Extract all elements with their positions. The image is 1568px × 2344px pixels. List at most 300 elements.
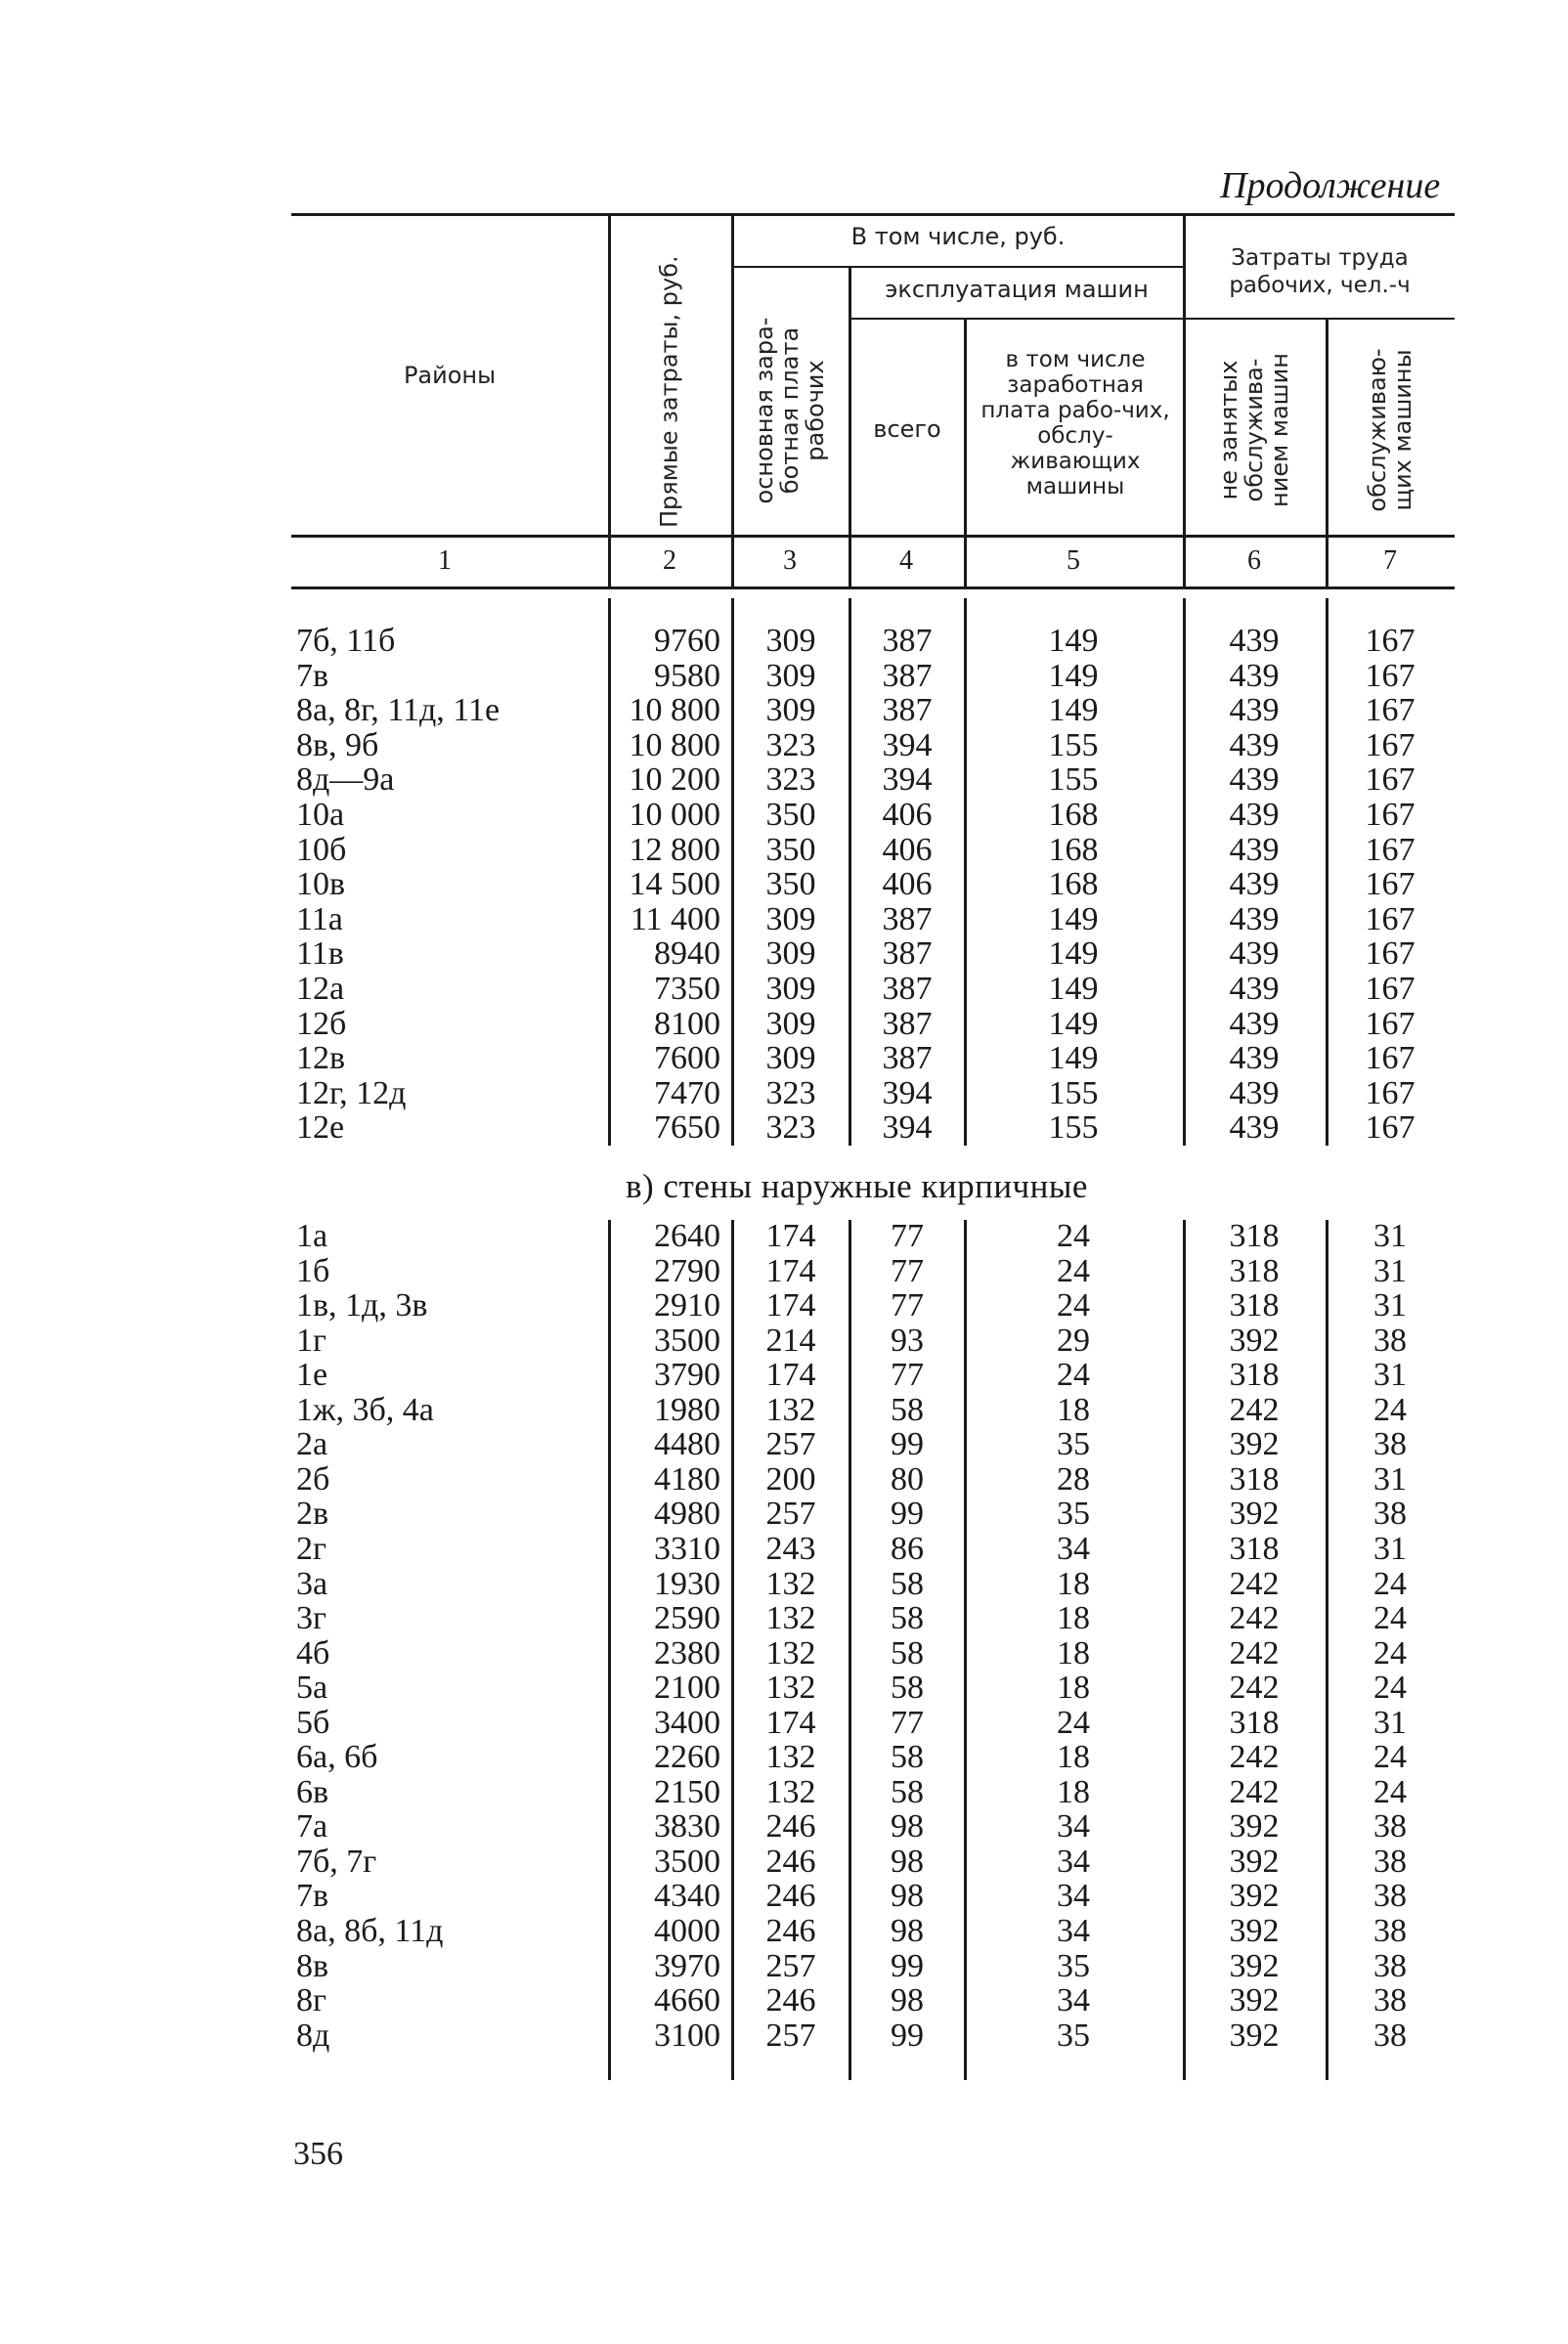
value-cell: 242	[1229, 1391, 1280, 1428]
header-divider	[1326, 320, 1328, 586]
value-cell: 149	[1048, 900, 1099, 937]
region-cell: 8д	[296, 2017, 330, 2054]
value-cell: 31	[1373, 1287, 1407, 1324]
value-cell: 155	[1048, 726, 1099, 763]
value-cell: 34	[1057, 1530, 1090, 1567]
value-cell: 132	[765, 1773, 816, 1810]
value-cell: 38	[1373, 1322, 1407, 1359]
value-cell: 132	[765, 1739, 816, 1776]
value-cell: 392	[1229, 1947, 1280, 1984]
value-cell: 2100	[654, 1670, 720, 1707]
region-cell: 12б	[296, 1005, 347, 1042]
region-cell: 7б, 7г	[296, 1843, 377, 1880]
value-cell: 10 800	[629, 726, 720, 763]
value-cell: 77	[891, 1357, 924, 1394]
value-cell: 214	[765, 1322, 816, 1359]
value-cell: 24	[1057, 1357, 1090, 1394]
colnum-bottom-rule	[291, 586, 1455, 589]
value-cell: 318	[1229, 1287, 1280, 1324]
value-cell: 350	[765, 831, 816, 868]
value-cell: 394	[882, 1109, 933, 1147]
value-cell: 439	[1229, 726, 1280, 763]
value-cell: 3500	[654, 1843, 720, 1880]
value-cell: 3830	[654, 1808, 720, 1845]
region-cell: 7в	[296, 657, 329, 694]
region-cell: 2г	[296, 1530, 327, 1567]
value-cell: 58	[891, 1600, 924, 1637]
table-top-rule	[291, 213, 1455, 216]
value-cell: 4000	[654, 1913, 720, 1949]
value-cell: 149	[1048, 657, 1099, 694]
value-cell: 394	[882, 726, 933, 763]
header-rule-labor	[1185, 318, 1455, 320]
region-cell: 7а	[296, 1808, 328, 1845]
value-cell: 167	[1365, 1040, 1416, 1077]
value-cell: 149	[1048, 623, 1099, 659]
header-divider	[1183, 215, 1186, 586]
region-cell: 3а	[296, 1565, 328, 1602]
column-divider	[964, 598, 967, 1146]
column-number: 3	[783, 545, 797, 576]
value-cell: 323	[765, 1074, 816, 1111]
value-cell: 58	[891, 1670, 924, 1707]
value-cell: 350	[765, 797, 816, 833]
value-cell: 439	[1229, 1005, 1280, 1042]
column-divider	[1183, 598, 1186, 1146]
value-cell: 86	[891, 1530, 924, 1567]
value-cell: 246	[765, 1913, 816, 1949]
value-cell: 132	[765, 1670, 816, 1707]
header-regions: Районы	[403, 362, 497, 389]
value-cell: 3100	[654, 2017, 720, 2054]
value-cell: 24	[1057, 1287, 1090, 1324]
value-cell: 24	[1057, 1704, 1090, 1741]
value-cell: 200	[765, 1460, 816, 1498]
value-cell: 10 200	[629, 761, 720, 799]
header-incl-wage: в том числе заработная плата рабо-чих, обслу-живающих машины	[980, 347, 1170, 499]
region-cell: 1а	[296, 1218, 328, 1254]
region-cell: 7б, 11б	[296, 623, 396, 659]
header-labor-costs: Затраты труда рабочих, чел.-ч	[1229, 245, 1411, 298]
value-cell: 99	[891, 1426, 924, 1463]
value-cell: 4660	[654, 1982, 720, 2019]
value-cell: 58	[891, 1391, 924, 1428]
value-cell: 309	[765, 1040, 816, 1077]
value-cell: 242	[1229, 1600, 1280, 1637]
value-cell: 167	[1365, 726, 1416, 763]
value-cell: 309	[765, 692, 816, 729]
value-cell: 392	[1229, 1496, 1280, 1533]
value-cell: 34	[1057, 1808, 1090, 1845]
value-cell: 246	[765, 1808, 816, 1845]
value-cell: 350	[765, 866, 816, 903]
value-cell: 93	[891, 1322, 924, 1359]
value-cell: 38	[1373, 1808, 1407, 1845]
column-number: 1	[438, 545, 452, 576]
value-cell: 318	[1229, 1460, 1280, 1498]
column-number: 4	[899, 545, 913, 576]
value-cell: 318	[1229, 1357, 1280, 1394]
value-cell: 392	[1229, 1843, 1280, 1880]
region-cell: 8а, 8б, 11д	[296, 1913, 444, 1949]
region-cell: 10б	[296, 831, 347, 868]
value-cell: 58	[891, 1773, 924, 1810]
value-cell: 7350	[654, 971, 720, 1007]
value-cell: 31	[1373, 1530, 1407, 1567]
value-cell: 4180	[654, 1460, 720, 1498]
region-cell: 8г	[296, 1982, 327, 2019]
header-rule-machines	[850, 318, 1185, 320]
value-cell: 4980	[654, 1496, 720, 1533]
value-cell: 392	[1229, 1808, 1280, 1845]
value-cell: 2590	[654, 1600, 720, 1637]
value-cell: 174	[765, 1252, 816, 1289]
value-cell: 167	[1365, 1074, 1416, 1111]
value-cell: 34	[1057, 1982, 1090, 2019]
value-cell: 18	[1057, 1600, 1090, 1637]
value-cell: 77	[891, 1252, 924, 1289]
value-cell: 439	[1229, 692, 1280, 729]
header-including-rub: В том числе, руб.	[850, 223, 1066, 250]
region-cell: 3г	[296, 1600, 327, 1637]
value-cell: 167	[1365, 900, 1416, 937]
value-cell: 167	[1365, 831, 1416, 868]
value-cell: 24	[1373, 1739, 1407, 1776]
value-cell: 242	[1229, 1739, 1280, 1776]
column-number: 6	[1247, 545, 1261, 576]
region-cell: 1б	[296, 1252, 330, 1289]
header-bottom-rule	[291, 535, 1455, 538]
value-cell: 99	[891, 1496, 924, 1533]
value-cell: 9760	[654, 623, 720, 659]
page-number: 356	[293, 2136, 343, 2172]
value-cell: 132	[765, 1600, 816, 1637]
region-cell: 6а, 6б	[296, 1739, 378, 1776]
value-cell: 2640	[654, 1218, 720, 1254]
value-cell: 439	[1229, 935, 1280, 973]
value-cell: 9580	[654, 657, 720, 694]
region-cell: 12е	[296, 1109, 345, 1147]
value-cell: 24	[1373, 1565, 1407, 1602]
value-cell: 167	[1365, 1005, 1416, 1042]
value-cell: 14 500	[629, 866, 720, 903]
region-cell: 7в	[296, 1878, 329, 1915]
value-cell: 58	[891, 1565, 924, 1602]
value-cell: 439	[1229, 623, 1280, 659]
value-cell: 242	[1229, 1670, 1280, 1707]
region-cell: 8в, 9б	[296, 726, 379, 763]
value-cell: 31	[1373, 1704, 1407, 1741]
value-cell: 35	[1057, 1496, 1090, 1533]
value-cell: 242	[1229, 1773, 1280, 1810]
region-cell: 8д—9а	[296, 761, 395, 799]
value-cell: 149	[1048, 935, 1099, 973]
region-cell: 2а	[296, 1426, 328, 1463]
value-cell: 406	[882, 866, 933, 903]
column-divider	[1183, 1220, 1186, 2080]
region-cell: 5б	[296, 1704, 330, 1741]
region-cell: 11в	[296, 935, 344, 973]
value-cell: 18	[1057, 1670, 1090, 1707]
value-cell: 439	[1229, 1040, 1280, 1077]
value-cell: 392	[1229, 1913, 1280, 1949]
value-cell: 257	[765, 1496, 816, 1533]
value-cell: 4340	[654, 1878, 720, 1915]
value-cell: 257	[765, 2017, 816, 2054]
value-cell: 38	[1373, 1426, 1407, 1463]
value-cell: 155	[1048, 761, 1099, 799]
value-cell: 174	[765, 1287, 816, 1324]
value-cell: 318	[1229, 1252, 1280, 1289]
value-cell: 149	[1048, 971, 1099, 1007]
value-cell: 24	[1057, 1218, 1090, 1254]
region-cell: 1е	[296, 1357, 328, 1394]
value-cell: 80	[891, 1460, 924, 1498]
value-cell: 7650	[654, 1109, 720, 1147]
value-cell: 18	[1057, 1773, 1090, 1810]
value-cell: 387	[882, 692, 933, 729]
value-cell: 7600	[654, 1040, 720, 1077]
region-cell: 8а, 8г, 11д, 11е	[296, 692, 501, 729]
value-cell: 4480	[654, 1426, 720, 1463]
value-cell: 99	[891, 2017, 924, 2054]
value-cell: 77	[891, 1704, 924, 1741]
value-cell: 387	[882, 971, 933, 1007]
value-cell: 246	[765, 1843, 816, 1880]
value-cell: 34	[1057, 1913, 1090, 1949]
value-cell: 98	[891, 1808, 924, 1845]
value-cell: 392	[1229, 1982, 1280, 2019]
value-cell: 2910	[654, 1287, 720, 1324]
column-divider	[731, 598, 734, 1146]
value-cell: 246	[765, 1878, 816, 1915]
value-cell: 3400	[654, 1704, 720, 1741]
region-cell: 4б	[296, 1634, 330, 1671]
value-cell: 174	[765, 1357, 816, 1394]
header-divider	[964, 320, 967, 586]
value-cell: 24	[1373, 1670, 1407, 1707]
header-not-servicing: не занятых обслужива-нием машин	[1215, 353, 1293, 507]
value-cell: 167	[1365, 935, 1416, 973]
column-number: 5	[1067, 545, 1080, 576]
value-cell: 132	[765, 1565, 816, 1602]
value-cell: 167	[1365, 971, 1416, 1007]
value-cell: 58	[891, 1739, 924, 1776]
value-cell: 24	[1373, 1634, 1407, 1671]
value-cell: 387	[882, 623, 933, 659]
value-cell: 318	[1229, 1218, 1280, 1254]
region-cell: 12г, 12д	[296, 1074, 407, 1111]
value-cell: 394	[882, 1074, 933, 1111]
value-cell: 77	[891, 1287, 924, 1324]
value-cell: 18	[1057, 1634, 1090, 1671]
value-cell: 392	[1229, 1878, 1280, 1915]
value-cell: 168	[1048, 831, 1099, 868]
value-cell: 168	[1048, 866, 1099, 903]
value-cell: 167	[1365, 692, 1416, 729]
value-cell: 167	[1365, 797, 1416, 833]
value-cell: 149	[1048, 1005, 1099, 1042]
value-cell: 38	[1373, 1913, 1407, 1949]
value-cell: 35	[1057, 2017, 1090, 2054]
value-cell: 392	[1229, 1322, 1280, 1359]
value-cell: 34	[1057, 1878, 1090, 1915]
value-cell: 77	[891, 1218, 924, 1254]
value-cell: 309	[765, 623, 816, 659]
value-cell: 392	[1229, 2017, 1280, 2054]
value-cell: 387	[882, 657, 933, 694]
column-number: 2	[663, 545, 676, 576]
value-cell: 439	[1229, 971, 1280, 1007]
value-cell: 1980	[654, 1391, 720, 1428]
value-cell: 31	[1373, 1218, 1407, 1254]
value-cell: 2150	[654, 1773, 720, 1810]
header-total: всего	[873, 415, 941, 443]
value-cell: 99	[891, 1947, 924, 1984]
value-cell: 58	[891, 1634, 924, 1671]
value-cell: 24	[1373, 1600, 1407, 1637]
value-cell: 35	[1057, 1947, 1090, 1984]
header-divider	[731, 215, 734, 586]
value-cell: 387	[882, 935, 933, 973]
header-direct-costs: Прямые затраты, руб.	[655, 255, 683, 528]
header-base-wage: основная зара-ботная плата рабочих	[751, 317, 829, 504]
value-cell: 439	[1229, 1074, 1280, 1111]
column-divider	[731, 1220, 734, 2080]
value-cell: 168	[1048, 797, 1099, 833]
value-cell: 132	[765, 1391, 816, 1428]
value-cell: 18	[1057, 1391, 1090, 1428]
value-cell: 38	[1373, 1843, 1407, 1880]
value-cell: 439	[1229, 761, 1280, 799]
region-cell: 10а	[296, 797, 345, 833]
value-cell: 98	[891, 1982, 924, 2019]
value-cell: 387	[882, 1005, 933, 1042]
value-cell: 38	[1373, 1982, 1407, 2019]
column-divider	[964, 1220, 967, 2080]
value-cell: 242	[1229, 1634, 1280, 1671]
value-cell: 3310	[654, 1530, 720, 1567]
region-cell: 2б	[296, 1460, 330, 1498]
value-cell: 155	[1048, 1109, 1099, 1147]
value-cell: 24	[1373, 1773, 1407, 1810]
value-cell: 439	[1229, 831, 1280, 868]
value-cell: 31	[1373, 1460, 1407, 1498]
value-cell: 98	[891, 1843, 924, 1880]
value-cell: 31	[1373, 1252, 1407, 1289]
value-cell: 8100	[654, 1005, 720, 1042]
value-cell: 257	[765, 1947, 816, 1984]
value-cell: 167	[1365, 657, 1416, 694]
column-divider	[1326, 598, 1328, 1146]
value-cell: 38	[1373, 1878, 1407, 1915]
value-cell: 28	[1057, 1460, 1090, 1498]
value-cell: 323	[765, 726, 816, 763]
value-cell: 10 000	[629, 797, 720, 833]
value-cell: 7470	[654, 1074, 720, 1111]
value-cell: 2790	[654, 1252, 720, 1289]
value-cell: 387	[882, 900, 933, 937]
region-cell: 12в	[296, 1040, 346, 1077]
value-cell: 439	[1229, 1109, 1280, 1147]
value-cell: 309	[765, 1005, 816, 1042]
column-divider	[849, 598, 851, 1146]
value-cell: 439	[1229, 657, 1280, 694]
value-cell: 149	[1048, 1040, 1099, 1077]
region-cell: 8в	[296, 1947, 329, 1984]
value-cell: 31	[1373, 1357, 1407, 1394]
column-divider	[1326, 1220, 1328, 2080]
value-cell: 439	[1229, 866, 1280, 903]
value-cell: 392	[1229, 1426, 1280, 1463]
value-cell: 24	[1373, 1391, 1407, 1428]
value-cell: 406	[882, 831, 933, 868]
value-cell: 35	[1057, 1426, 1090, 1463]
value-cell: 318	[1229, 1530, 1280, 1567]
value-cell: 38	[1373, 1947, 1407, 1984]
value-cell: 155	[1048, 1074, 1099, 1111]
region-cell: 1ж, 3б, 4а	[296, 1391, 434, 1428]
value-cell: 132	[765, 1634, 816, 1671]
value-cell: 323	[765, 761, 816, 799]
value-cell: 246	[765, 1982, 816, 2019]
value-cell: 3790	[654, 1357, 720, 1394]
value-cell: 174	[765, 1704, 816, 1741]
value-cell: 309	[765, 657, 816, 694]
column-number: 7	[1383, 545, 1397, 576]
region-cell: 1г	[296, 1322, 327, 1359]
column-divider	[849, 1220, 851, 2080]
value-cell: 18	[1057, 1739, 1090, 1776]
header-rule-including	[733, 266, 1185, 268]
value-cell: 149	[1048, 692, 1099, 729]
continuation-label: Продолжение	[1220, 165, 1441, 206]
region-cell: 6в	[296, 1773, 329, 1810]
header-servicing: обслуживаю-щих машины	[1364, 348, 1416, 512]
value-cell: 242	[1229, 1565, 1280, 1602]
value-cell: 98	[891, 1878, 924, 1915]
value-cell: 38	[1373, 1496, 1407, 1533]
header-divider	[608, 215, 611, 586]
value-cell: 167	[1365, 1109, 1416, 1147]
region-cell: 12а	[296, 971, 345, 1007]
value-cell: 323	[765, 1109, 816, 1147]
value-cell: 309	[765, 935, 816, 973]
section-c-title: в) стены наружные кирпичные	[626, 1167, 1088, 1205]
value-cell: 167	[1365, 761, 1416, 799]
value-cell: 439	[1229, 797, 1280, 833]
value-cell: 309	[765, 900, 816, 937]
value-cell: 439	[1229, 900, 1280, 937]
value-cell: 406	[882, 797, 933, 833]
value-cell: 394	[882, 761, 933, 799]
header-machine-operation: эксплуатация машин	[885, 276, 1149, 303]
value-cell: 10 800	[629, 692, 720, 729]
value-cell: 8940	[654, 935, 720, 973]
value-cell: 1930	[654, 1565, 720, 1602]
value-cell: 243	[765, 1530, 816, 1567]
value-cell: 34	[1057, 1843, 1090, 1880]
region-cell: 10в	[296, 866, 346, 903]
region-cell: 1в, 1д, 3в	[296, 1287, 428, 1324]
value-cell: 309	[765, 971, 816, 1007]
value-cell: 29	[1057, 1322, 1090, 1359]
value-cell: 174	[765, 1218, 816, 1254]
region-cell: 2в	[296, 1496, 329, 1533]
value-cell: 318	[1229, 1704, 1280, 1741]
value-cell: 167	[1365, 866, 1416, 903]
value-cell: 167	[1365, 623, 1416, 659]
